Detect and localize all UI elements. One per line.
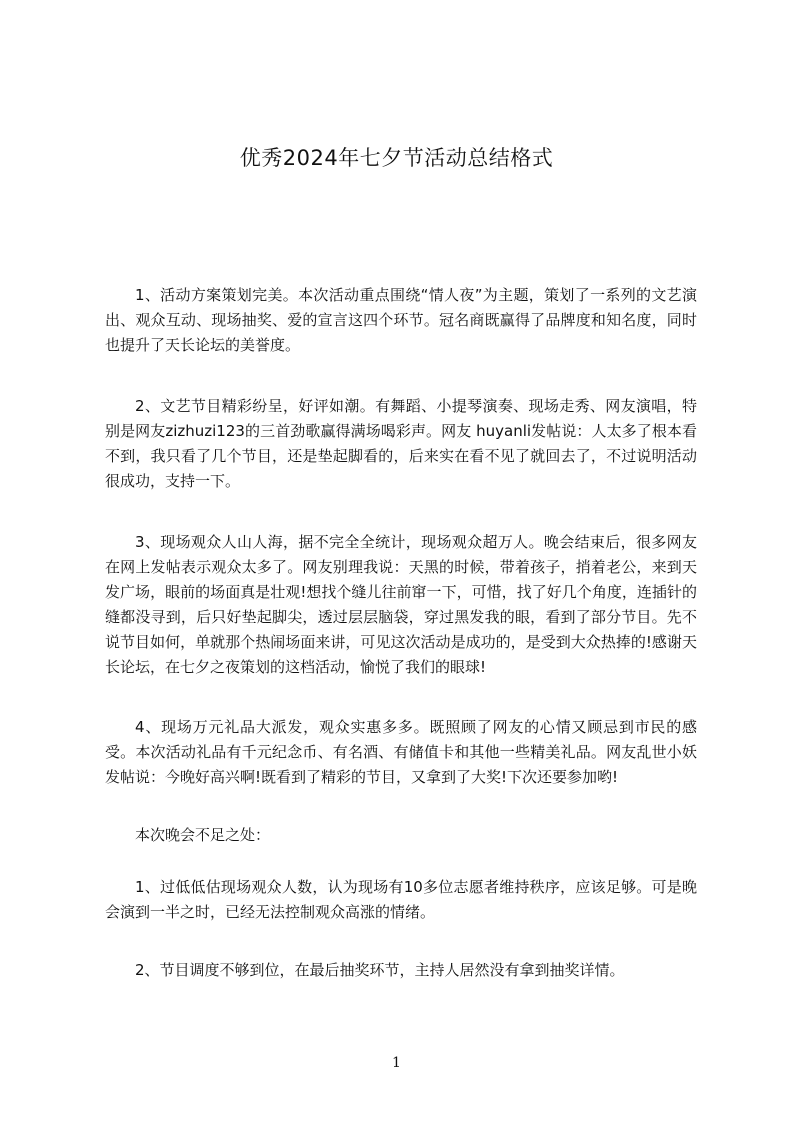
page-number: 1 <box>392 1055 401 1071</box>
paragraph-5: 本次晚会不足之处： <box>135 826 271 844</box>
paragraph-6: 1、过低低估现场观众人数，认为现场有10多位志愿者维持秩序，应该足够。可是晚会演到一半之时，已经无法控制观众高涨的情绪。 <box>105 878 697 921</box>
paragraph-1: 1、活动方案策划完美。本次活动重点围绕“情人夜”为主题，策划了一系列的文艺演出、观众互动、现场抽奖、爱的宣言这四个环节。冠名商既赢得了品牌度和知名度，同时也提升了天长论坛的美誉度。 <box>105 286 697 354</box>
paragraph-3: 3、现场观众人山人海，据不完全全统计，现场观众超万人。晚会结束后，很多网友在网上发帖表示观众太多了。网友别理我说：天黑的时候，带着孩子，捎着老公，来到天发广场，眼前的场面真是壮观!想找个缝儿往前窜一下，可惜，找了好几个角度，连插针的缝都没寻到，后只好垫起脚尖，透过层层脑袋，穿过黑发我的眼，看到了部分节目。先不说节目如何，单就那个热闹场面来讲，可见这次活动是成功的，是受到大众热捧的!感谢天长论坛，在七夕之夜策划的这档活动，愉悦了我们的眼球! <box>105 533 697 676</box>
paragraph-2: 2、文艺节目精彩纷呈，好评如潮。有舞蹈、小提琴演奏、现场走秀、网友演唱，特别是网友zizhuzi123的三首劲歌赢得满场喝彩声。网友 huyanli发帖说：人太多了根本看不到，我只看了几个节目，还是垫起脚看的，后来实在看不见了就回去了，不过说明活动很成功，支持一下。 <box>105 397 697 490</box>
document-title: 优秀2024年七夕节活动总结格式 <box>239 146 554 170</box>
paragraph-7: 2、节目调度不够到位，在最后抽奖环节，主持人居然没有拿到抽奖详情。 <box>135 961 625 979</box>
paragraph-4: 4、现场万元礼品大派发，观众实惠多多。既照顾了网友的心情又顾忌到市民的感受。本次活动礼品有千元纪念币、有名酒、有储值卡和其他一些精美礼品。网友乱世小妖发帖说：今晚好高兴啊!既看到了精彩的节目，又拿到了大奖!下次还要参加哟! <box>105 718 697 786</box>
